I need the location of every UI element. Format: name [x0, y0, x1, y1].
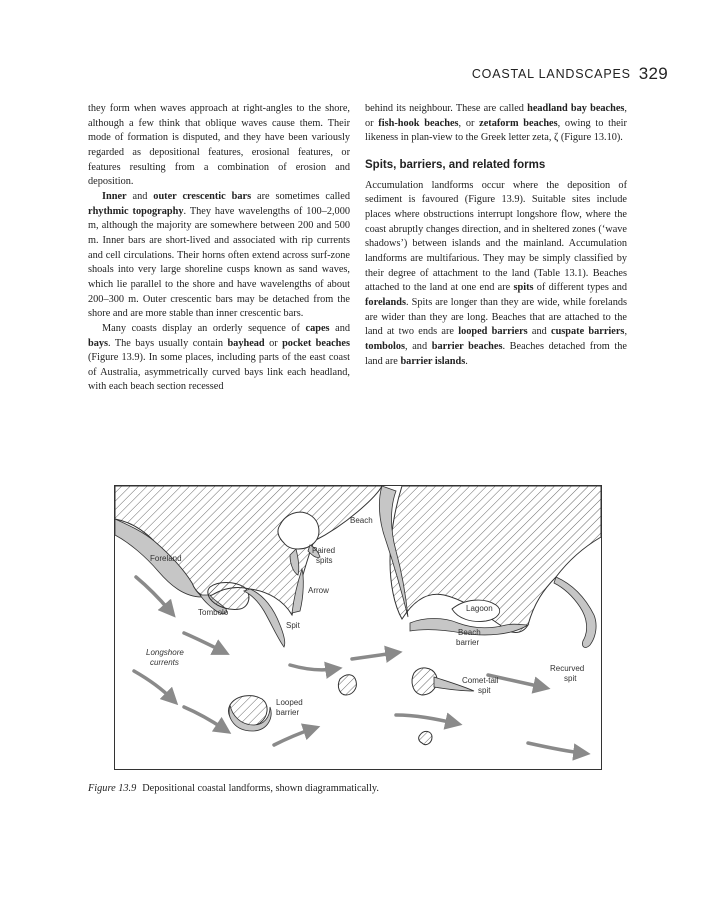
label-looped-barrier: barrier [276, 708, 300, 717]
label-comet-tail-spit: Comet-tail [462, 676, 499, 685]
label-recurved-spit: spit [564, 674, 577, 683]
running-header [472, 64, 668, 84]
paragraph: they form when waves approach at right-angles to the shore, although a few think that oblique waves cause them. Their mode of formation is disputed, and they have been variously regarded as depositional features, erosional features, or features resulting from a combination of erosion and deposition. [88, 103, 350, 188]
label-arrow: Arrow [308, 586, 329, 595]
small-island [338, 675, 356, 695]
label-longshore-currents: Longshore [146, 648, 184, 657]
page-number: 329 [638, 64, 668, 83]
label-foreland: Foreland [150, 554, 182, 563]
caption-text: Depositional coastal landforms, shown diagrammatically. [142, 783, 379, 794]
left-column [88, 102, 350, 395]
running-title: COASTAL LANDSCAPES [471, 67, 631, 81]
coastal-landforms-diagram [114, 485, 602, 770]
paragraph: behind its neighbour. These are called headland bay beaches, or fish-hook beaches, or zetaform beaches, owing to their likeness in plan-view to the Greek letter zeta, ζ (Figure 13.10). [365, 103, 627, 144]
figure-label: Figure 13.9 [88, 783, 137, 794]
label-recurved-spit: Recurved [550, 664, 585, 673]
tiny-island [419, 731, 432, 744]
label-lagoon: Lagoon [466, 604, 493, 613]
paragraph: Inner and outer crescentic bars are sometimes called rhythmic topography. They have wavelengths of 100–2,000 m, although the majority are somewhere between 200 and 500 m. Inner bars are short-lived and associated with rip currents and cell circulations. Their horns often extend across surf-zone shoals into very large shoreline cusps known as sand waves, which lie parallel to the shore and have wavelengths of about 200–300 m. Outer crescentic bars may be detached from the shore and are more stable than inner crescentic bars. [88, 190, 351, 320]
label-comet-tail-spit: spit [478, 686, 491, 695]
label-beach-barrier: barrier [456, 638, 480, 647]
paragraph: Accumulation landforms occur where the deposition of sediment is favoured (Figure 13.9). Suitable sites include places where obstructions interrupt longshore flow, where the coast abruptly changes direction, and in sheltered zones (‘wave shadows’) between islands and the mainland. Accumulation landforms are multifarious. They may be simply classified by their degree of attachment to the land (Table 13.1). Beaches attached to the land at one end are spits of different types and forelands. Spits are longer than they are wide, while forelands are wider than they are long. Beaches that are attached to the land at two ends are looped barriers and cuspate barriers, tombolos, and barrier beaches. Beaches detached from the land are barrier islands. [365, 179, 628, 367]
label-looped-barrier: Looped [276, 698, 303, 707]
label-paired-spits: spits [316, 556, 333, 565]
label-spit: Spit [286, 621, 300, 630]
section-heading: Spits, barriers, and related forms [365, 158, 546, 171]
diagram-svg [114, 485, 602, 770]
paragraph: Many coasts display an orderly sequence of capes and bays. The bays usually contain bayhead or pocket beaches (Figure 13.9). In some places, including parts of the east coast of Australia, asymmetrically curved bays link each headland, with each beach section recessed [88, 322, 350, 393]
label-longshore-currents: currents [150, 658, 179, 667]
label-tombolo: Tombolo [198, 608, 229, 617]
label-paired-spits: Paired [312, 546, 336, 555]
label-beach-barrier: Beach [458, 628, 481, 637]
label-beach: Beach [350, 516, 373, 525]
right-column [365, 102, 627, 369]
figure-caption [88, 783, 379, 794]
